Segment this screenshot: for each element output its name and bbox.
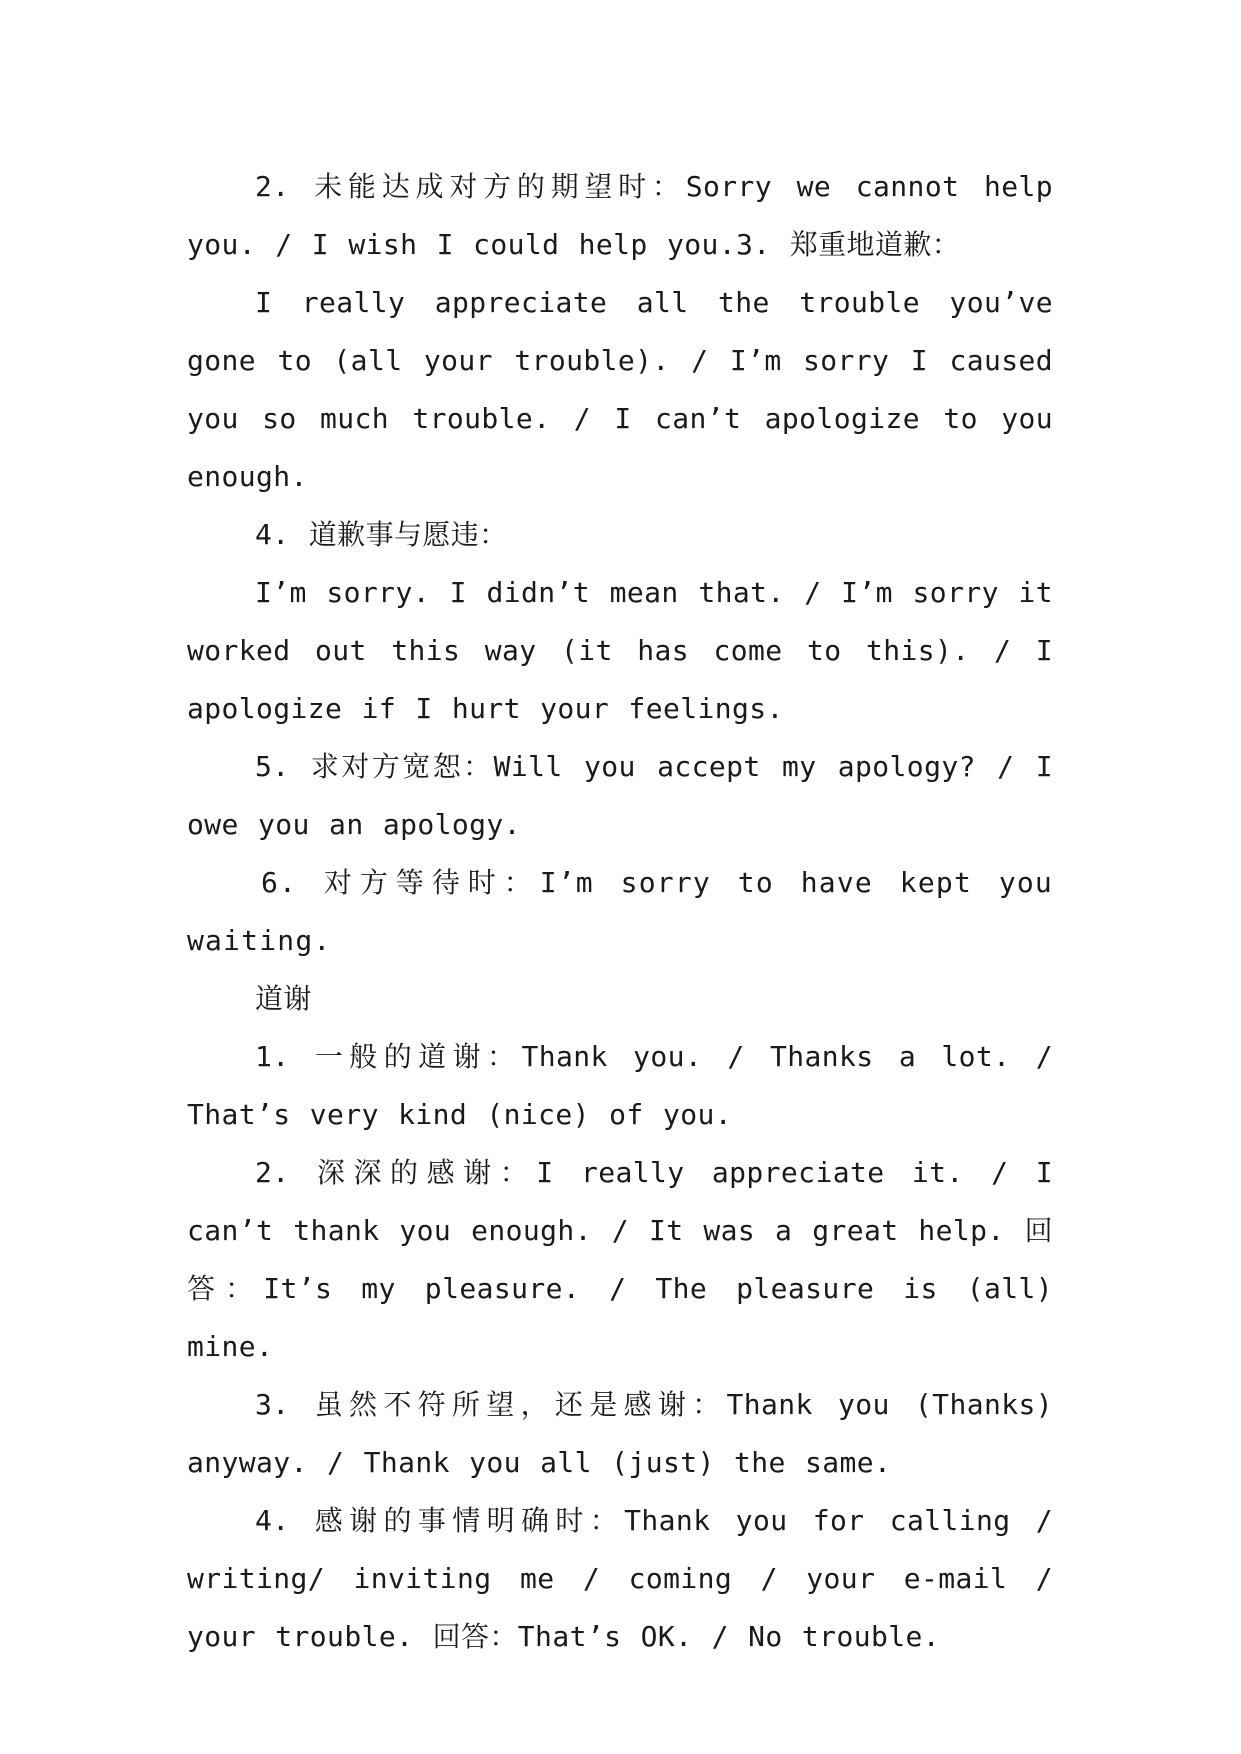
- paragraph-thanks-deep: 2. 深深的感谢：I really appreciate it. / I can’t thank you enough. / It was a great help. 回答：It’s my pleasure. / The pleasure is (all) mine.: [187, 1156, 1053, 1363]
- paragraph-thanks-specific: 4. 感谢的事情明确时：Thank you for calling / writing/ inviting me / coming / your e-mail / your trouble. 回答：That’s OK. / No trouble.: [187, 1504, 1053, 1653]
- paragraph-apology-regret-phrases: I’m sorry. I didn’t mean that. / I’m sorry it worked out this way (it has come to this). / I apologize if I hurt your feelings.: [187, 576, 1053, 725]
- paragraph-apology-heading-4: 4. 道歉事与愿违：: [255, 518, 508, 551]
- paragraph-formal-apology-phrases: I really appreciate all the trouble you’ve gone to (all your trouble). / I’m sorry I caused you so much trouble. / I can’t apologize to you enough.: [187, 286, 1053, 493]
- paragraph-apology-forgiveness: 5. 求对方宽恕：Will you accept my apology? / I owe you an apology.: [187, 750, 1053, 841]
- document-body: [187, 158, 1053, 1666]
- section-heading-thanks: 道谢: [255, 982, 312, 1015]
- paragraph-apology-waiting: 6. 对方等待时：I’m sorry to have kept you waiting.: [187, 866, 1053, 957]
- paragraph-thanks-anyway: 3. 虽然不符所望，还是感谢：Thank you (Thanks) anyway. / Thank you all (just) the same.: [187, 1388, 1053, 1479]
- paragraph-thanks-general: 1. 一般的道谢：Thank you. / Thanks a lot. / That’s very kind (nice) of you.: [187, 1040, 1053, 1131]
- paragraph-apology-unmet-expectation: 2. 未能达成对方的期望时：Sorry we cannot help you. / I wish I could help you.3. 郑重地道歉：: [187, 170, 1053, 261]
